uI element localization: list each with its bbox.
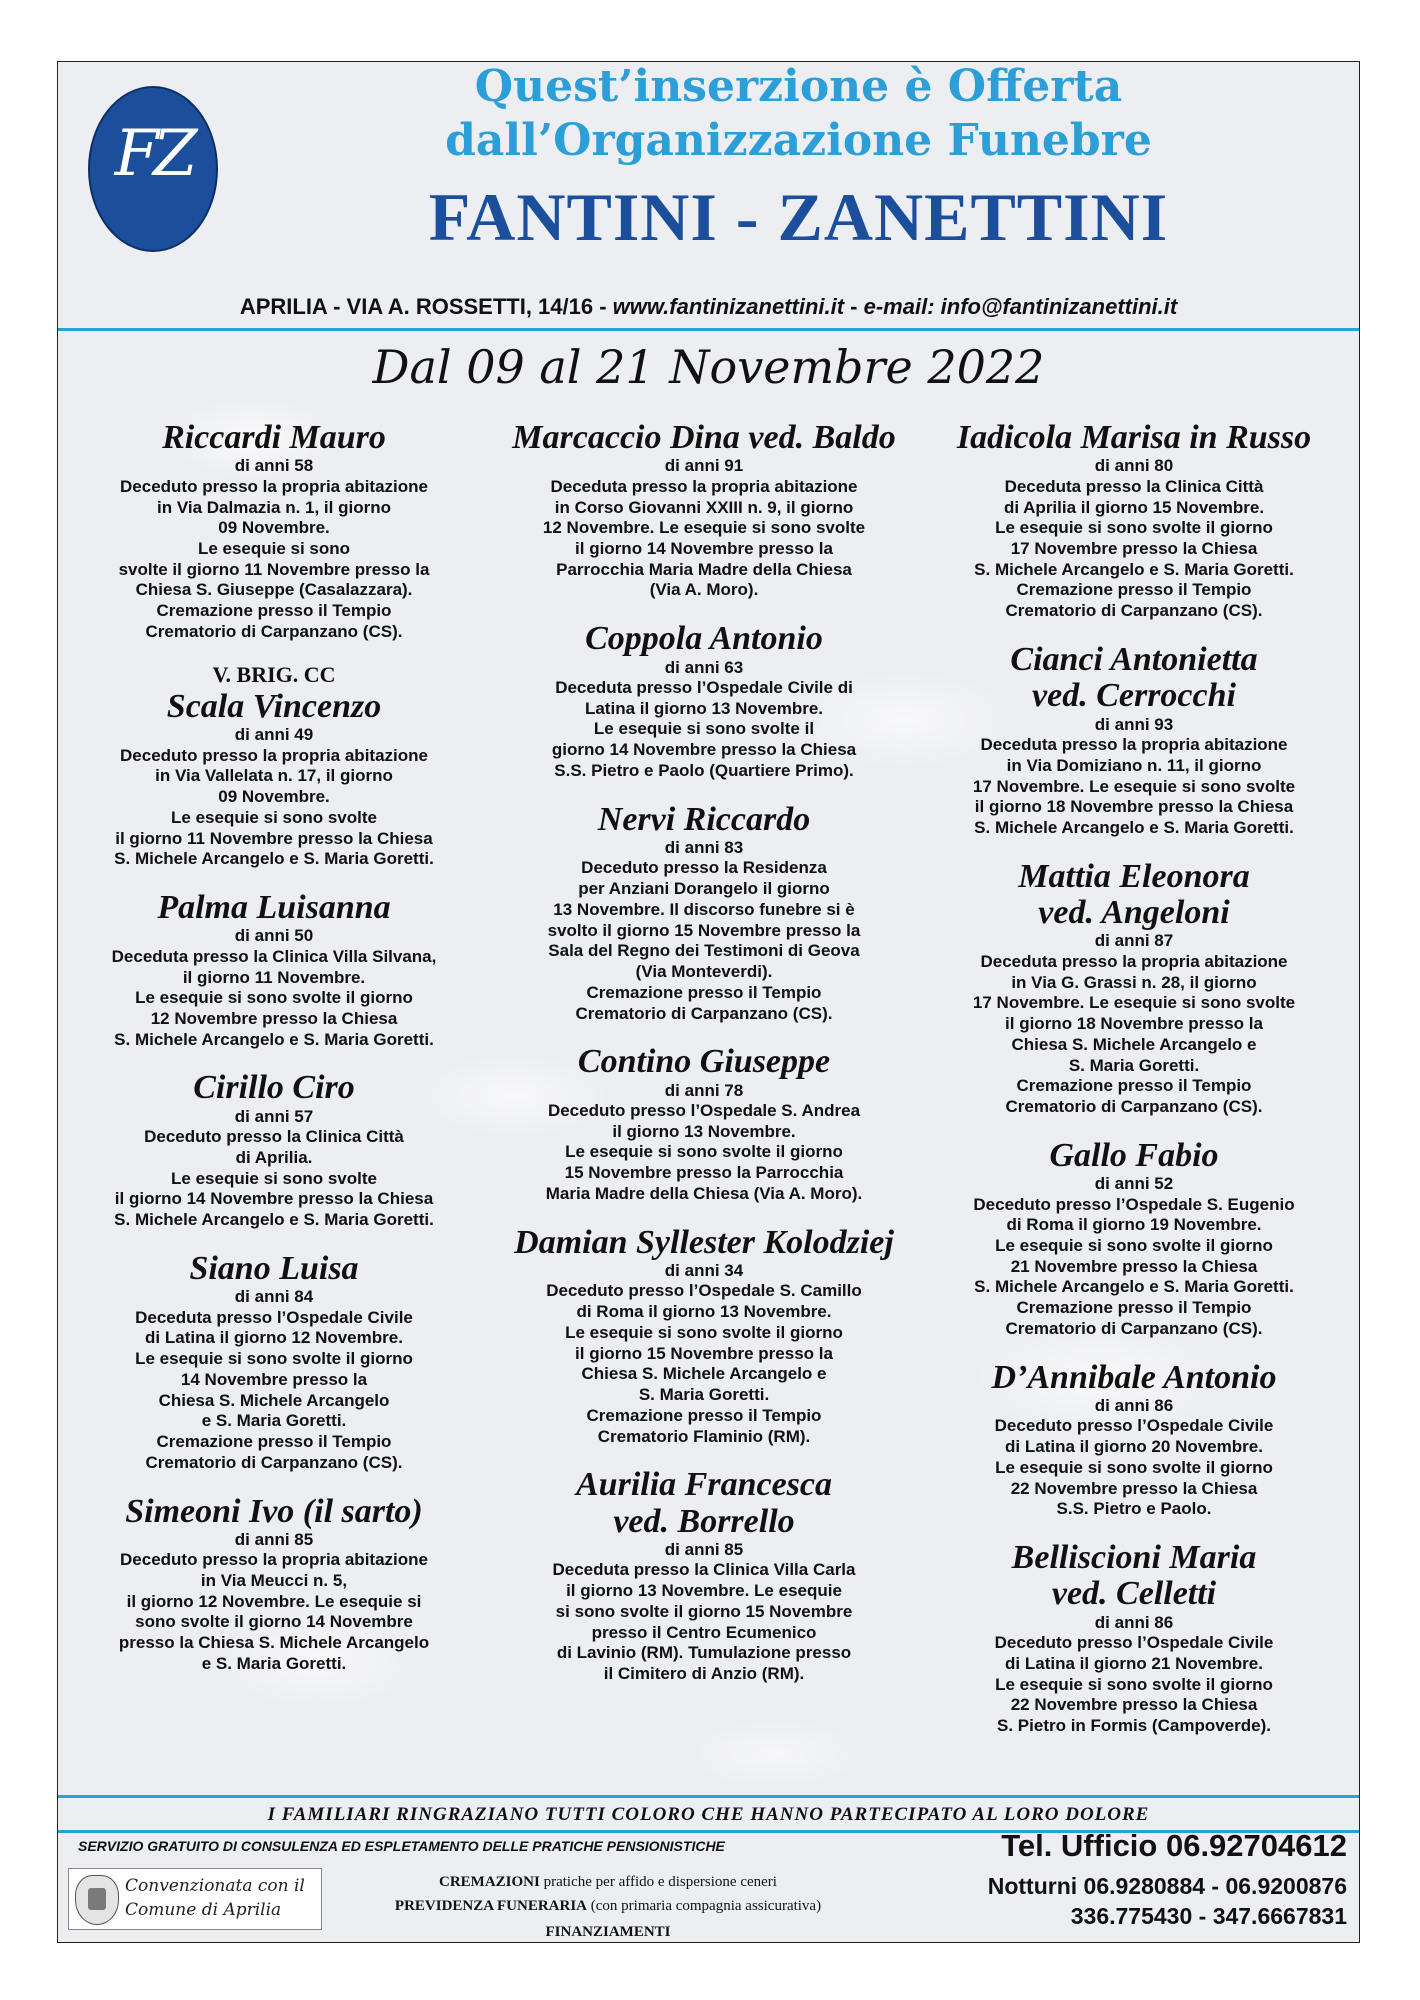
email-link[interactable]: e-mail: info@fantinizanettini.it — [863, 294, 1178, 319]
obituary-detail-line: e S. Maria Goretti. — [201, 1411, 347, 1431]
deceased-name: Riccardi Mauro — [162, 419, 386, 456]
obituary-detail-line: (Via A. Moro). — [649, 580, 759, 600]
obituary-detail-line: Deceduta presso la Clinica Villa Carla — [552, 1560, 856, 1580]
obituary-detail-line: il giorno 18 Novembre presso la — [1005, 1014, 1263, 1034]
deceased-name: Scala Vincenzo — [166, 687, 382, 725]
deceased-name: Belliscioni Maria — [1011, 1539, 1257, 1577]
obituary-detail-line: Cremazione presso il Tempio — [1016, 1076, 1252, 1096]
obituary-detail-line: S. Michele Arcangelo e S. Maria Goretti. — [974, 559, 1294, 579]
obituary-detail-line: Chiesa S. Michele Arcangelo e — [581, 1364, 827, 1384]
obituary-detail-line: Parrocchia Maria Madre della Chiesa — [556, 559, 852, 579]
obituary-entry — [74, 1251, 474, 1474]
seal-line-2: Comune di Aprilia — [125, 1899, 282, 1920]
obituary-detail-line: 13 Novembre. Il discorso funebre si è — [553, 899, 855, 919]
obituary-detail-line: Le esequie si sono svolte — [171, 1168, 377, 1188]
coat-of-arms-icon — [75, 1875, 119, 1925]
obituary-entry — [74, 890, 474, 1050]
obituary-detail-line: Crematorio di Carpanzano (CS). — [145, 621, 403, 641]
obituary-entry — [934, 859, 1334, 1118]
obituary-detail-line: Deceduto presso la Clinica Città — [144, 1127, 404, 1147]
obituary-detail-line: 21 Novembre presso la Chiesa — [1010, 1256, 1258, 1276]
obituary-detail-line: Crematorio Flaminio (RM). — [597, 1426, 811, 1446]
deceased-age: di anni 63 — [664, 657, 744, 677]
obituary-detail-line: Deceduta presso la propria abitazione — [550, 476, 858, 496]
fz-logo — [88, 86, 218, 252]
obituary-detail-line: il giorno 15 Novembre presso la — [575, 1343, 833, 1363]
deceased-name: Siano Luisa — [189, 1249, 359, 1287]
obituary-detail-line: giorno 14 Novembre presso la Chiesa — [551, 740, 857, 760]
contact-separator: - — [844, 294, 864, 319]
offer-heading-line2: dall’Organizzazione Funebre — [445, 115, 1152, 166]
obituary-detail-line: Deceduto presso l’Ospedale S. Eugenio — [973, 1194, 1295, 1214]
obituary-detail-line: Le esequie si sono svolte il giorno — [995, 1235, 1273, 1255]
obituary-detail-line: Crematorio di Carpanzano (CS). — [1005, 601, 1263, 621]
obituary-detail-line: Deceduto presso la propria abitazione — [120, 476, 428, 496]
obituary-detail-line: il giorno 12 Novembre. Le esequie si — [126, 1591, 422, 1611]
obituary-detail-line: Le esequie si sono svolte il giorno — [995, 518, 1273, 538]
deceased-age: di anni 80 — [1094, 456, 1174, 476]
deceased-name: Marcaccio Dina ved. Baldo — [512, 419, 896, 456]
obituary-detail-line: Crematorio di Carpanzano (CS). — [575, 1003, 833, 1023]
deceased-age: di anni 34 — [664, 1261, 744, 1281]
obituary-detail-line: di Roma il giorno 19 Novembre. — [1006, 1215, 1262, 1235]
obituary-detail-line: 14 Novembre presso la — [180, 1369, 368, 1389]
deceased-age: di anni 85 — [234, 1529, 314, 1549]
date-range-title: Dal 09 al 21 Novembre 2022 — [372, 340, 1045, 394]
obituary-detail-line: 09 Novembre. — [218, 787, 330, 807]
obituary-detail-line: in Via Meucci n. 5, — [200, 1571, 348, 1591]
pension-service-text: SERVIZIO GRATUITO DI CONSULENZA ED ESPLETAMENTO DELLE PRATICHE PENSIONISTICHE — [78, 1838, 725, 1854]
deceased-age: di anni 87 — [1094, 931, 1174, 951]
deceased-age: di anni 57 — [234, 1106, 314, 1126]
obituary-detail-line: presso la Chiesa S. Michele Arcangelo — [118, 1633, 430, 1653]
obituary-detail-line: Deceduta presso la Clinica Città — [1004, 476, 1264, 496]
deceased-age: di anni 84 — [234, 1287, 314, 1307]
obituary-detail-line: 22 Novembre presso la Chiesa — [1010, 1695, 1258, 1715]
obituary-detail-line: di Aprilia. — [235, 1147, 313, 1167]
financing-info — [308, 1924, 908, 1941]
obituary-detail-line: il Cimitero di Anzio (RM). — [603, 1664, 805, 1684]
obituary-entry — [934, 1360, 1334, 1520]
deceased-age: di anni 83 — [664, 837, 744, 857]
deceased-name: Nervi Riccardo — [597, 800, 811, 838]
obituary-detail-line: Le esequie si sono svolte il giorno — [565, 1322, 843, 1342]
obituary-detail-line: in Via G. Grassi n. 28, il giorno — [1011, 972, 1257, 992]
obituary-detail-line: S. Michele Arcangelo e S. Maria Goretti. — [114, 849, 434, 869]
deceased-name: ved. Celletti — [1051, 1575, 1217, 1613]
obituary-detail-line: S. Maria Goretti. — [638, 1385, 770, 1405]
deceased-age: di anni 86 — [1094, 1396, 1174, 1416]
deceased-name: Gallo Fabio — [1049, 1136, 1219, 1174]
obituary-detail-line: S. Michele Arcangelo e S. Maria Goretti. — [114, 1029, 434, 1049]
obituary-detail-line: di Roma il giorno 13 Novembre. — [576, 1302, 832, 1322]
deceased-name: Damian Syllester Kolodziej — [514, 1223, 894, 1261]
obituary-entry — [74, 1070, 474, 1230]
deceased-age: di anni 93 — [1094, 714, 1174, 734]
obituary-column-1 — [74, 420, 474, 1695]
obituary-detail-line: 17 Novembre. Le esequie si sono svolte — [972, 993, 1296, 1013]
deceased-name: Palma Luisanna — [157, 889, 391, 926]
obituary-detail-line: Le esequie si sono — [197, 538, 351, 558]
obituary-detail-line: si sono svolte il giorno 15 Novembre — [555, 1601, 853, 1621]
obituary-detail-line: 17 Novembre. Le esequie si sono svolte — [972, 776, 1296, 796]
deceased-age: di anni 50 — [234, 926, 314, 946]
obituary-detail-line: il giorno 14 Novembre presso la Chiesa — [114, 1189, 434, 1209]
footer-divider-top — [58, 1795, 1359, 1798]
header-divider — [58, 328, 1359, 331]
obituary-detail-line: 22 Novembre presso la Chiesa — [1010, 1478, 1258, 1498]
deceased-name: Contino Giuseppe — [577, 1043, 831, 1081]
obituary-detail-line: il giorno 18 Novembre presso la Chiesa — [974, 797, 1294, 817]
deceased-age: di anni 91 — [664, 456, 744, 476]
deceased-name: ved. Angeloni — [1038, 894, 1230, 932]
obituary-detail-line: Chiesa S. Giuseppe (Casalazzara). — [135, 580, 413, 600]
obituary-detail-line: e S. Maria Goretti. — [201, 1653, 347, 1673]
obituary-detail-line: 09 Novembre. — [218, 518, 330, 538]
obituary-detail-line: il giorno 13 Novembre. — [612, 1121, 796, 1141]
obituary-detail-line: Chiesa S. Michele Arcangelo e — [1011, 1034, 1257, 1054]
obituary-detail-line: Crematorio di Carpanzano (CS). — [1005, 1097, 1263, 1116]
logo-monogram: FZ — [114, 117, 192, 191]
obituary-detail-line: Deceduto presso l’Ospedale Civile — [994, 1416, 1274, 1436]
obituary-detail-line: di Aprilia il giorno 15 Novembre. — [1003, 497, 1265, 517]
obituary-entry — [74, 420, 474, 643]
obituary-detail-line: S. Michele Arcangelo e S. Maria Goretti. — [114, 1210, 434, 1230]
financing-label: FINANZIAMENTI — [545, 1924, 671, 1940]
deceased-age: di anni 86 — [1094, 1612, 1174, 1632]
obituary-detail-line: 12 Novembre. Le esequie si sono svolte — [542, 518, 866, 538]
obituary-column-3 — [934, 420, 1334, 1757]
deceased-name: Aurilia Francesca — [576, 1466, 832, 1504]
announcement-page — [57, 61, 1360, 1943]
deceased-name: ved. Borrello — [613, 1502, 795, 1540]
obituary-detail-line: Sala del Regno dei Testimoni di Geova — [548, 941, 860, 961]
obituary-detail-line: S.S. Pietro e Paolo. — [1056, 1499, 1212, 1519]
deceased-name: Iadicola Marisa in Russo — [956, 419, 1312, 456]
seal-line-1: Convenzionata con il — [125, 1876, 305, 1896]
seal-text — [125, 1875, 317, 1923]
obituary-entry — [934, 420, 1334, 622]
obituary-entry — [504, 1225, 904, 1448]
obituary-detail-line: di Lavinio (RM). Tumulazione presso — [556, 1643, 852, 1663]
deceased-name: Mattia Eleonora — [1018, 857, 1250, 895]
obituary-column-2 — [504, 420, 904, 1705]
obituary-detail-line: in Via Dalmazia n. 1, il giorno — [157, 497, 391, 517]
thanks-banner: I FAMILIARI RINGRAZIANO TUTTI COLORO CHE HANNO PARTECIPATO AL LORO DOLORE — [267, 1804, 1150, 1825]
obituary-detail-line: presso il Centro Ecumenico — [591, 1622, 817, 1642]
mobile-phone-numbers[interactable]: 336.775430 - 347.6667831 — [1070, 1902, 1347, 1929]
obituary-detail-line: S.S. Pietro e Paolo (Quartiere Primo). — [554, 760, 854, 780]
obituary-entry — [74, 663, 474, 870]
obituary-detail-line: Cremazione presso il Tempio — [156, 1432, 392, 1452]
obituary-detail-line: Deceduto presso la Residenza — [581, 858, 827, 878]
night-phone-numbers[interactable]: Notturni 06.9280884 - 06.9200876 — [987, 1873, 1347, 1899]
obituary-detail-line: Cremazione presso il Tempio — [156, 601, 392, 621]
obituary-detail-line: Le esequie si sono svolte il giorno — [995, 1457, 1273, 1477]
obituary-detail-line: Deceduta presso l’Ospedale Civile — [135, 1307, 413, 1327]
deceased-name: D’Annibale Antonio — [991, 1358, 1277, 1396]
pension-label: PREVIDENZA FUNERARIA — [394, 1898, 588, 1914]
obituary-detail-line: Deceduta presso la propria abitazione — [980, 735, 1288, 755]
obituary-entry — [934, 642, 1334, 839]
obituary-detail-line: 12 Novembre presso la Chiesa — [150, 1008, 398, 1028]
obituary-detail-line: il giorno 11 Novembre presso la Chiesa — [115, 828, 433, 848]
obituary-detail-line: S. Maria Goretti. — [1068, 1055, 1200, 1075]
deceased-age: di anni 52 — [1094, 1174, 1174, 1194]
obituary-detail-line: Maria Madre della Chiesa (Via A. Moro). — [545, 1183, 863, 1203]
pension-info — [308, 1898, 908, 1915]
obituary-detail-line: per Anziani Dorangelo il giorno — [578, 879, 830, 899]
offer-heading-line1: Quest’inserzione è Offerta — [474, 61, 1123, 112]
deceased-name: Coppola Antonio — [585, 620, 823, 658]
obituary-detail-line: Deceduto presso la propria abitazione — [120, 745, 428, 765]
obituary-detail-line: in Via Vallelata n. 17, il giorno — [155, 766, 393, 786]
website-link[interactable]: www.fantinizanettini.it — [612, 294, 845, 319]
deceased-name: ved. Cerrocchi — [1032, 677, 1236, 715]
obituary-detail-line: svolto il giorno 15 Novembre presso la — [547, 920, 861, 940]
obituary-detail-line: Crematorio di Carpanzano (CS). — [145, 1452, 403, 1472]
office-phone[interactable]: Tel. Ufficio 06.92704612 — [1001, 1828, 1347, 1863]
rank-title: V. BRIG. CC — [212, 661, 336, 687]
obituary-detail-line: Le esequie si sono svolte il giorno — [995, 1674, 1273, 1694]
obituary-detail-line: Deceduta presso la Clinica Villa Silvana, — [111, 946, 437, 966]
cremation-label: CREMAZIONI — [439, 1874, 540, 1890]
obituary-detail-line: in Via Domiziano n. 11, il giorno — [1006, 755, 1262, 775]
deceased-name: Cirillo Ciro — [193, 1069, 355, 1107]
deceased-name: Cianci Antonietta — [1010, 640, 1258, 678]
obituary-detail-line: sono svolte il giorno 14 Novembre — [135, 1612, 413, 1632]
obituary-detail-line: Chiesa S. Michele Arcangelo — [158, 1390, 390, 1410]
deceased-name: Simeoni Ivo (il sarto) — [125, 1492, 423, 1530]
obituary-detail-line: S. Michele Arcangelo e S. Maria Goretti. — [974, 817, 1294, 837]
address-text: APRILIA - VIA A. ROSSETTI, 14/16 - — [239, 294, 613, 319]
obituary-entry — [504, 1467, 904, 1685]
obituary-entry — [934, 1540, 1334, 1737]
obituary-detail-line: Deceduta presso l’Ospedale Civile di — [555, 677, 853, 697]
obituary-detail-line: il giorno 11 Novembre. — [182, 967, 366, 987]
night-phones — [907, 1872, 1347, 1932]
obituary-detail-line: Le esequie si sono svolte il giorno — [565, 1142, 843, 1162]
obituary-detail-line: Deceduto presso l’Ospedale S. Andrea — [547, 1101, 861, 1121]
contact-line — [58, 294, 1359, 320]
obituary-detail-line: S. Michele Arcangelo e S. Maria Goretti. — [974, 1277, 1294, 1297]
obituary-detail-line: Crematorio di Carpanzano (CS). — [1005, 1318, 1263, 1338]
cremation-info — [308, 1874, 908, 1891]
obituary-detail-line: Cremazione presso il Tempio — [586, 1405, 822, 1425]
obituary-detail-line: Latina il giorno 13 Novembre. — [584, 698, 824, 718]
obituary-detail-line: Le esequie si sono svolte il giorno — [135, 988, 413, 1008]
obituary-entry — [504, 1044, 904, 1204]
deceased-age: di anni 58 — [234, 456, 314, 476]
cremation-desc: pratiche per affido e dispersione ceneri — [539, 1874, 777, 1890]
obituary-detail-line: Cremazione presso il Tempio — [586, 982, 822, 1002]
obituary-detail-line: Deceduto presso l’Ospedale Civile — [994, 1633, 1274, 1653]
obituary-detail-line: svolte il giorno 11 Novembre presso la — [118, 559, 430, 579]
obituary-detail-line: di Latina il giorno 20 Novembre. — [1005, 1437, 1263, 1457]
obituary-entry — [934, 1138, 1334, 1340]
obituary-entry — [74, 1494, 474, 1675]
obituary-detail-line: Le esequie si sono svolte il giorno — [135, 1349, 413, 1369]
obituary-entry — [504, 420, 904, 601]
brand-name: FANTINI - ZANETTINI — [428, 179, 1169, 255]
obituary-entry — [504, 802, 904, 1025]
deceased-age: di anni 78 — [664, 1080, 744, 1100]
obituary-detail-line: Le esequie si sono svolte — [171, 807, 377, 827]
obituary-detail-line: 17 Novembre presso la Chiesa — [1010, 538, 1258, 558]
obituary-detail-line: Le esequie si sono svolte il — [593, 719, 815, 739]
obituary-detail-line: il giorno 14 Novembre presso la — [575, 538, 833, 558]
obituary-detail-line: di Latina il giorno 21 Novembre. — [1005, 1653, 1263, 1673]
obituary-entry — [504, 621, 904, 781]
obituary-detail-line: in Corso Giovanni XXIII n. 9, il giorno — [554, 497, 854, 517]
municipality-seal — [68, 1868, 322, 1930]
deceased-age: di anni 85 — [664, 1540, 744, 1560]
obituary-detail-line: S. Pietro in Formis (Campoverde). — [997, 1716, 1271, 1736]
obituary-detail-line: di Latina il giorno 12 Novembre. — [145, 1328, 403, 1348]
deceased-age: di anni 49 — [234, 725, 314, 745]
pension-desc: (con primaria compagnia assicurativa) — [587, 1898, 822, 1914]
obituary-detail-line: il giorno 13 Novembre. Le esequie — [566, 1581, 842, 1601]
obituary-detail-line: Cremazione presso il Tempio — [1016, 580, 1252, 600]
obituary-detail-line: Cremazione presso il Tempio — [1016, 1298, 1252, 1318]
obituary-detail-line: Deceduto presso l’Ospedale S. Camillo — [546, 1281, 862, 1301]
obituary-detail-line: (Via Monteverdi). — [635, 962, 773, 982]
obituary-detail-line: Deceduta presso la propria abitazione — [980, 951, 1288, 971]
obituary-detail-line: 15 Novembre presso la Parrocchia — [564, 1163, 844, 1183]
obituary-detail-line: Deceduto presso la propria abitazione — [120, 1550, 428, 1570]
